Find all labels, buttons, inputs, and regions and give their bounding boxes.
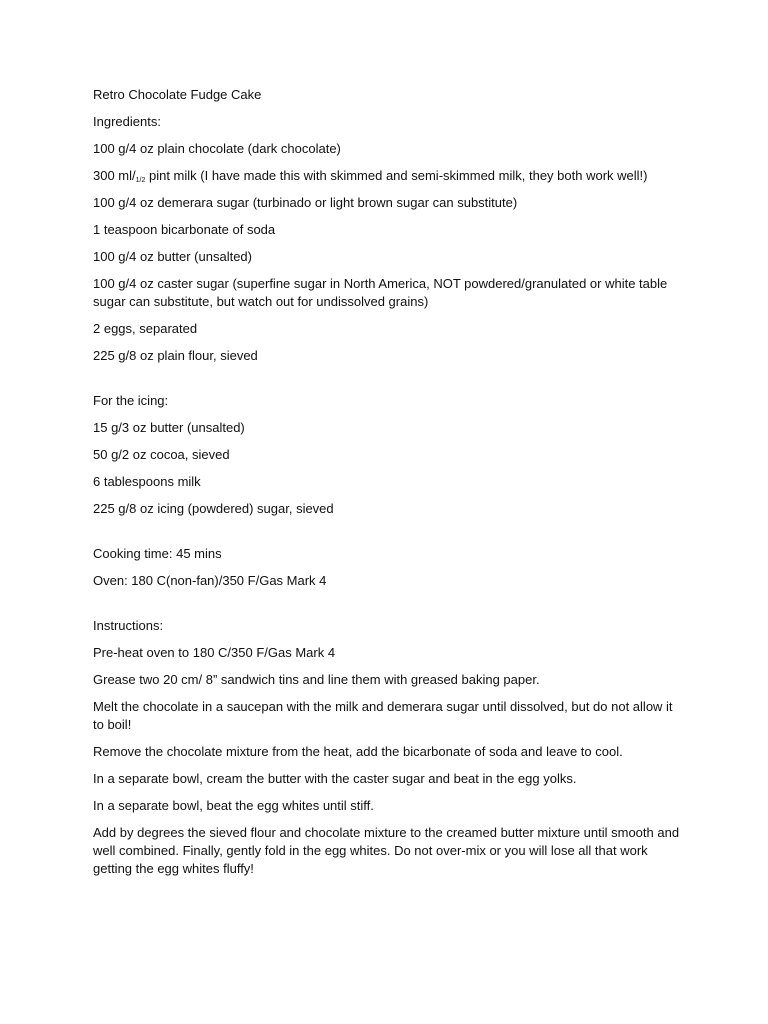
instruction-step: In a separate bowl, beat the egg whites until stiff. [93,798,374,813]
spacer [93,527,683,545]
recipe-title: Retro Chocolate Fudge Cake [93,87,262,102]
icing-cocoa: 50 g/2 oz cocoa, sieved [93,447,230,462]
instruction-step: Melt the chocolate in a saucepan with the milk and demerara sugar until dissolved, but do not allow it to boil! [93,699,673,732]
icing-sugar: 225 g/8 oz icing (powdered) sugar, sieved [93,501,334,516]
instructions-heading: Instructions: [93,618,164,633]
recipe-document [93,86,683,887]
instruction-step: Pre-heat oven to 180 C/350 F/Gas Mark 4 [93,645,336,660]
ingredient-milk [93,167,683,185]
spacer [93,599,683,617]
ingredient-bicarbonate: 1 teaspoon bicarbonate of soda [93,222,276,237]
icing-heading: For the icing: [93,393,169,408]
ingredient-flour: 225 g/8 oz plain flour, sieved [93,348,258,363]
icing-milk: 6 tablespoons milk [93,474,201,489]
ingredient-chocolate: 100 g/4 oz plain chocolate (dark chocolate) [93,141,341,156]
ingredient-butter: 100 g/4 oz butter (unsalted) [93,249,252,264]
spacer [93,374,683,392]
oven-setting: Oven: 180 C(non-fan)/350 F/Gas Mark 4 [93,573,327,588]
ingredients-heading: Ingredients: [93,114,161,129]
milk-detail: pint milk (I have made this with skimmed and semi-skimmed milk, they both work well!) [145,168,648,183]
instruction-step: Remove the chocolate mixture from the heat, add the bicarbonate of soda and leave to cool. [93,744,623,759]
milk-amount: 300 ml/ [93,168,136,183]
icing-butter: 15 g/3 oz butter (unsalted) [93,420,245,435]
ingredient-caster-sugar: 100 g/4 oz caster sugar (superfine sugar in North America, NOT powdered/granulated or white table sugar can substitute, but watch out for undissolved grains) [93,276,668,309]
ingredient-demerara-sugar: 100 g/4 oz demerara sugar (turbinado or light brown sugar can substitute) [93,195,518,210]
instruction-step: In a separate bowl, cream the butter with the caster sugar and beat in the egg yolks. [93,771,577,786]
cooking-time: Cooking time: 45 mins [93,546,222,561]
instruction-step: Add by degrees the sieved flour and chocolate mixture to the creamed butter mixture until smooth and well combined. Finally, gently fold in the egg whites. Do not over-mix or you will lose all that work getting the egg whites fluffy! [93,825,680,876]
milk-fraction: 1/2 [135,177,146,184]
instruction-step: Grease two 20 cm/ 8” sandwich tins and line them with greased baking paper. [93,672,540,687]
ingredient-eggs: 2 eggs, separated [93,321,198,336]
